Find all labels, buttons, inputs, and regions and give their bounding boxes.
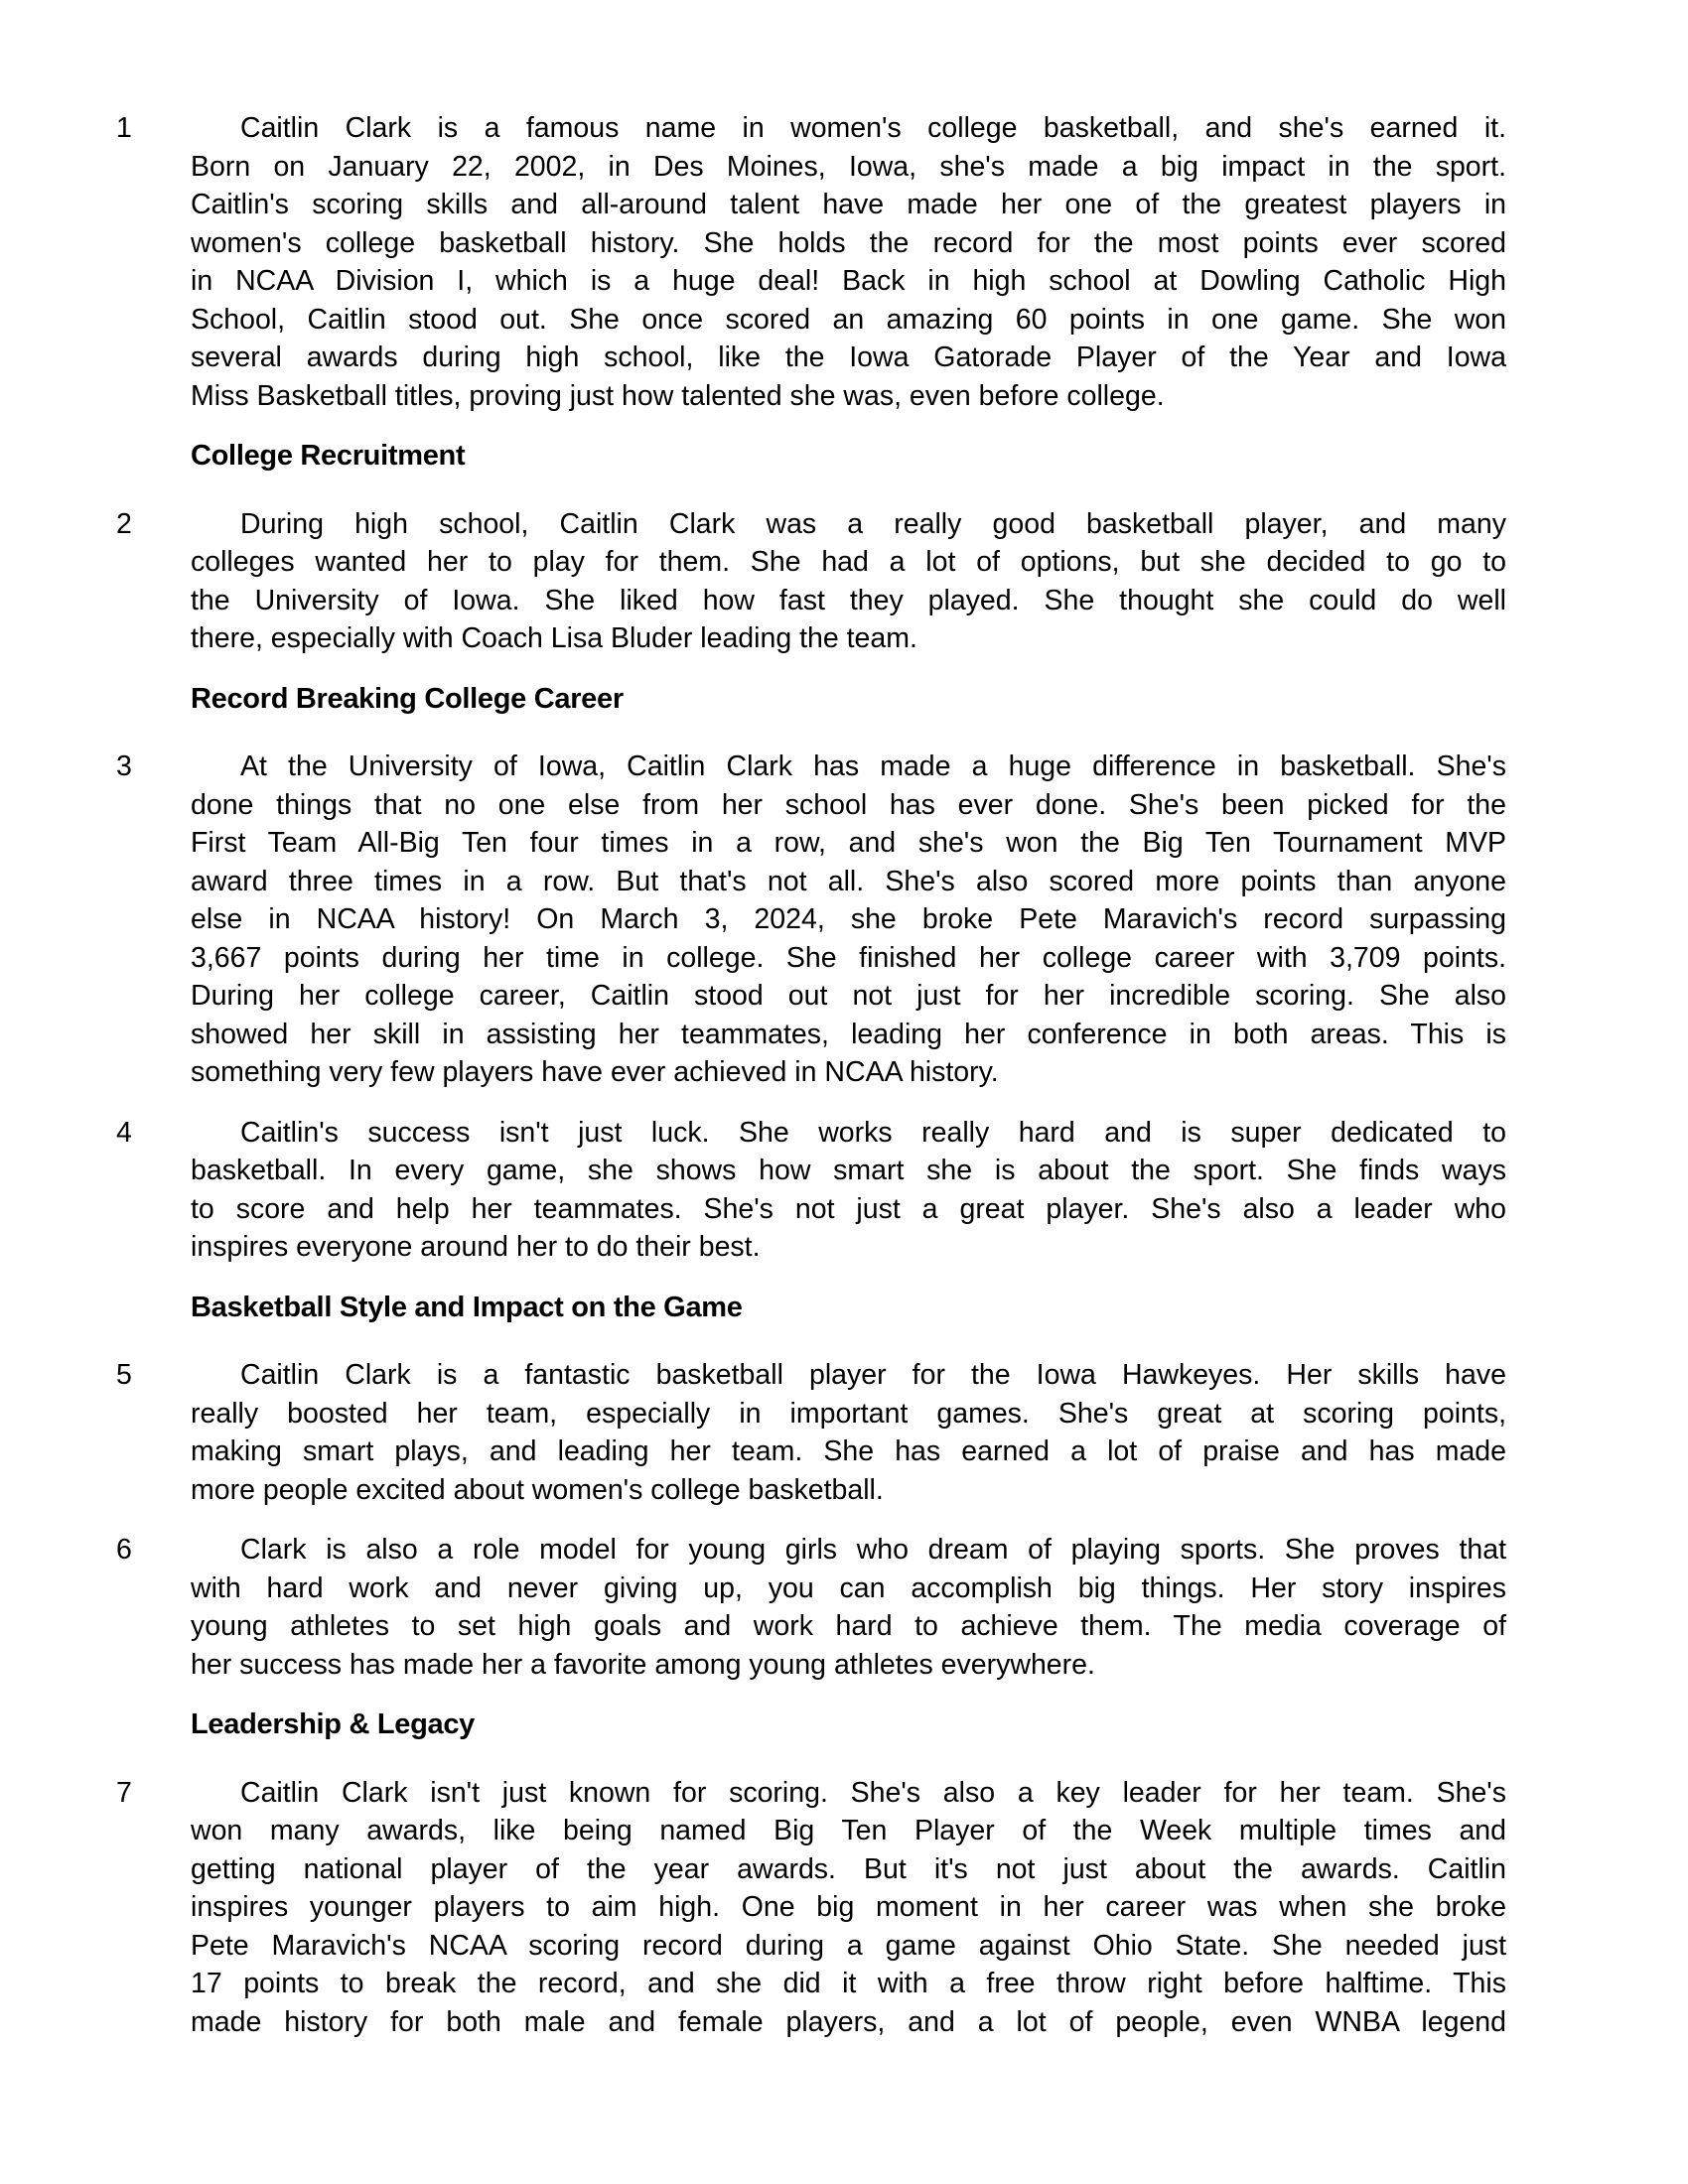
text-line: First Team All-Big Ten four times in a row, and she's won the Big Ten Tournament MVP — [191, 827, 1506, 859]
text-line: women's college basketball history. She holds the record for the most points ever scored — [191, 226, 1506, 259]
text-line: more people excited about women's college basketball. — [191, 1473, 884, 1506]
paragraph — [116, 748, 1506, 1092]
text-line: Miss Basketball titles, proving just how talented she was, even before college. — [191, 379, 1165, 412]
paragraph — [116, 109, 1506, 415]
paragraph — [116, 1774, 1506, 2042]
text-line: getting national player of the year awards. But it's not just about the awards. Caitlin — [191, 1852, 1506, 1885]
text-line: else in NCAA history! On March 3, 2024, she broke Pete Maravich's record surpassing — [191, 903, 1506, 935]
text-line: young athletes to set high goals and work hard to achieve them. The media coverage of — [191, 1610, 1506, 1642]
section-heading: Basketball Style and Impact on the Game — [191, 1291, 743, 1323]
text-line: Caitlin Clark is a fantastic basketball player for the Iowa Hawkeyes. Her skills have — [240, 1359, 1506, 1391]
text-line: basketball. In every game, she shows how smart she is about the sport. She finds ways — [191, 1155, 1506, 1186]
text-line: colleges wanted her to play for them. She had a lot of options, but she decided to go to — [191, 546, 1506, 578]
text-line: During her college career, Caitlin stood out not just for her incredible scoring. She also — [191, 980, 1506, 1012]
text-line: During high school, Caitlin Clark was a really good basketball player, and many — [240, 507, 1506, 540]
text-line: making smart plays, and leading her team. She has earned a lot of praise and has made — [191, 1435, 1506, 1467]
paragraph — [116, 505, 1506, 658]
text-line: really boosted her team, especially in important games. She's great at scoring points, — [191, 1397, 1506, 1430]
text-line: Caitlin Clark isn't just known for scoring. She's also a key leader for her team. She's — [240, 1776, 1506, 1809]
text-line: with hard work and never giving up, you can accomplish big things. Her story inspires — [191, 1571, 1506, 1604]
text-line: Caitlin's success isn't just luck. She works really hard and is super dedicated to — [240, 1116, 1506, 1149]
text-line: Born on January 22, 2002, in Des Moines, Iowa, she's made a big impact in the sport. — [191, 150, 1506, 183]
document-content — [116, 109, 1506, 2063]
paragraph-number: 2 — [116, 507, 132, 540]
paragraph-number: 7 — [116, 1776, 132, 1809]
paragraph-number: 1 — [116, 112, 132, 144]
paragraph-number: 5 — [116, 1359, 132, 1391]
paragraph-number: 4 — [116, 1116, 132, 1149]
paragraph — [116, 1531, 1506, 1684]
text-line: several awards during high school, like the Iowa Gatorade Player of the Year and Iowa — [191, 341, 1506, 373]
text-line: Caitlin's scoring skills and all-around talent have made her one of the greatest players in — [191, 189, 1506, 220]
text-line: inspires younger players to aim high. One big moment in her career was when she broke — [191, 1891, 1506, 1923]
paragraph — [116, 1356, 1506, 1509]
paragraph-number: 6 — [116, 1534, 132, 1566]
text-line: her success has made her a favorite among young athletes everywhere. — [191, 1648, 1095, 1681]
text-line: At the University of Iowa, Caitlin Clark has made a huge difference in basketball. She's — [240, 751, 1506, 782]
text-line: there, especially with Coach Lisa Bluder leading the team. — [191, 622, 917, 654]
text-line: to score and help her teammates. She's not just a great player. She's also a leader who — [191, 1192, 1506, 1225]
section-heading: Record Breaking College Career — [191, 682, 624, 715]
text-line: done things that no one else from her school has ever done. She's been picked for the — [191, 788, 1506, 821]
text-line: School, Caitlin stood out. She once scored an amazing 60 points in one game. She won — [191, 303, 1506, 336]
paragraph — [116, 1114, 1506, 1267]
text-line: Pete Maravich's NCAA scoring record during a game against Ohio State. She needed just — [191, 1929, 1506, 1962]
paragraph-number: 3 — [116, 751, 132, 782]
text-line: inspires everyone around her to do their best. — [191, 1231, 761, 1263]
text-line: in NCAA Division I, which is a huge deal! Back in high school at Dowling Catholic High — [191, 265, 1506, 297]
text-line: 3,667 points during her time in college. She finished her college career with 3,709 points. — [191, 941, 1506, 974]
text-line: the University of Iowa. She liked how fast they played. She thought she could do well — [191, 584, 1506, 616]
text-line: made history for both male and female players, and a lot of people, even WNBA legend — [191, 2005, 1506, 2038]
text-line: Clark is also a role model for young girls who dream of playing sports. She proves that — [240, 1534, 1506, 1566]
text-line: won many awards, like being named Big Ten Player of the Week multiple times and — [191, 1815, 1506, 1846]
section-heading: College Recruitment — [191, 440, 466, 472]
text-line: showed her skill in assisting her teammates, leading her conference in both areas. This is — [191, 1018, 1506, 1050]
text-line: 17 points to break the record, and she did it with a free throw right before halftime. This — [191, 1968, 1506, 1999]
text-line: something very few players have ever achieved in NCAA history. — [191, 1056, 999, 1088]
section-heading: Leadership & Legacy — [191, 1708, 476, 1740]
text-line: Caitlin Clark is a famous name in women's college basketball, and she's earned it. — [240, 112, 1506, 144]
text-line: award three times in a row. But that's not all. She's also scored more points than anyone — [191, 865, 1506, 897]
